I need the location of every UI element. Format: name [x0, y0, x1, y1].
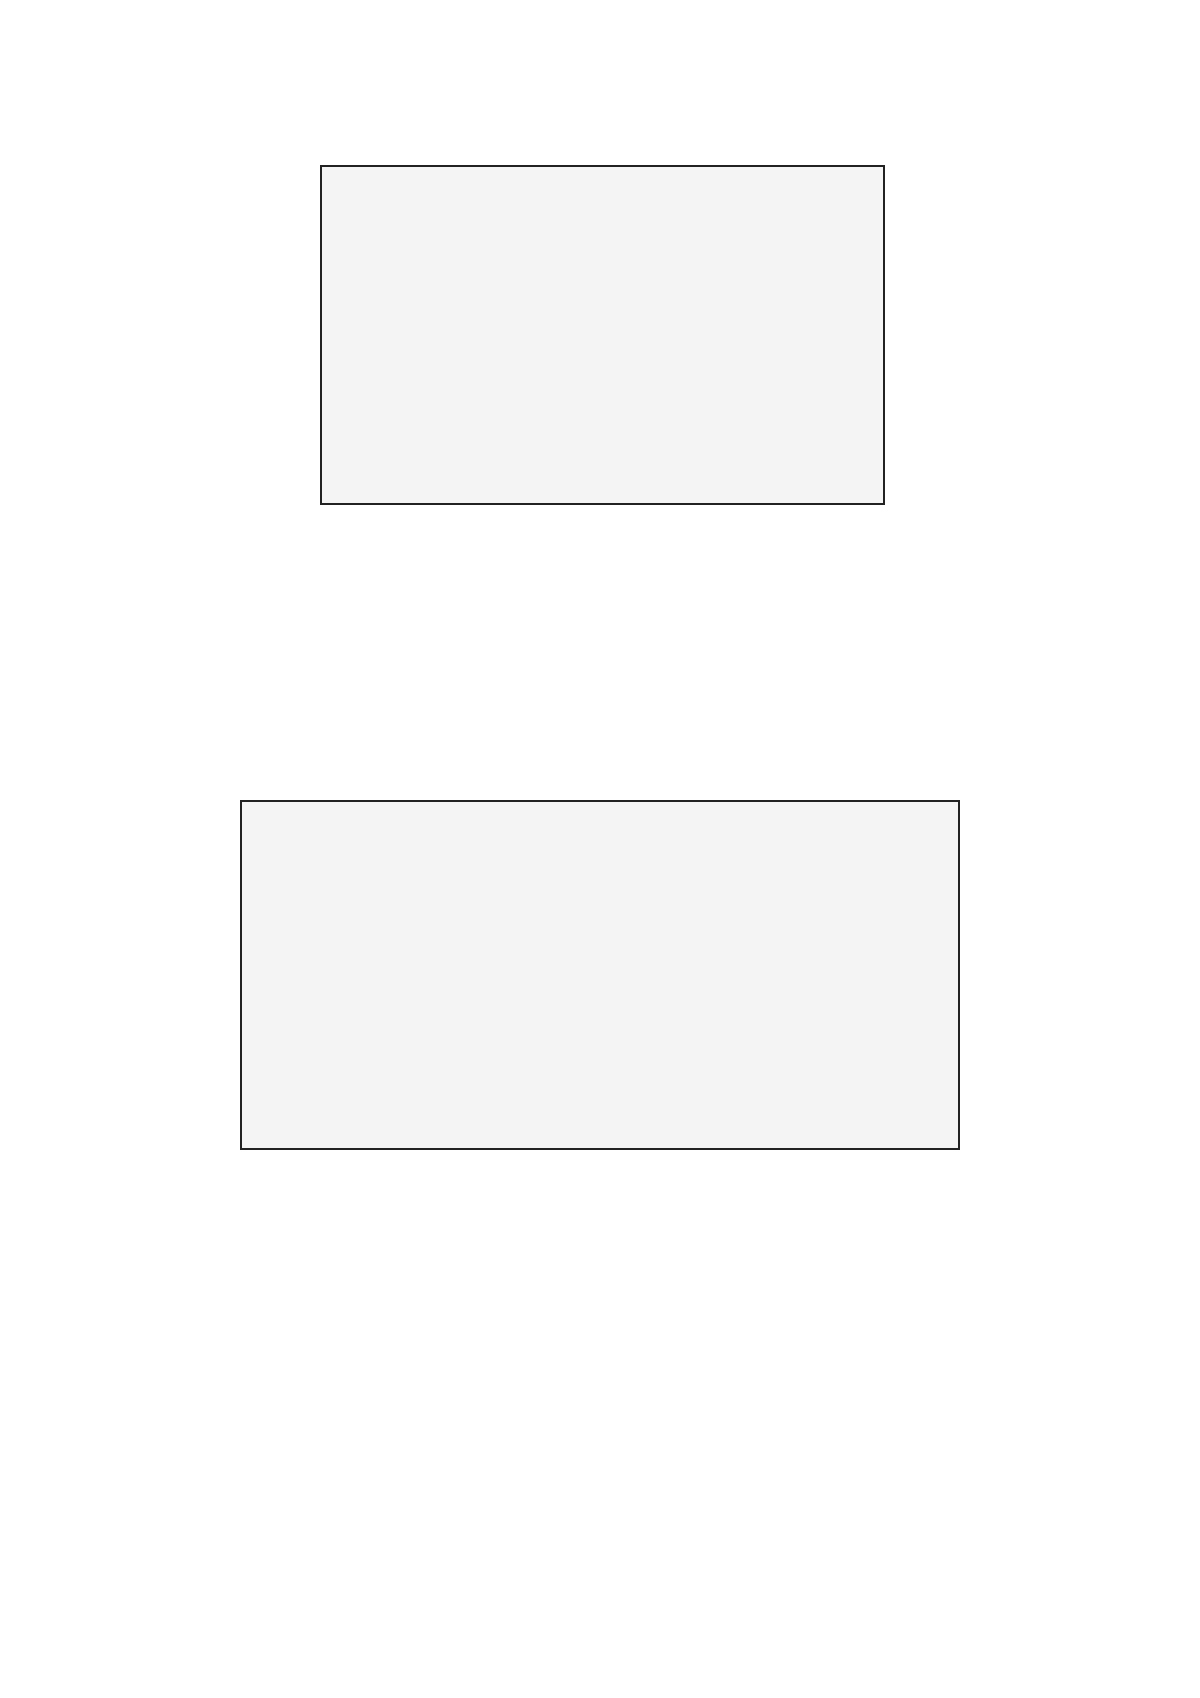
question-3-option-a: [220, 1497, 620, 1529]
question-1-option-a: [220, 1257, 620, 1289]
question-2: [190, 1345, 1050, 1441]
figure-1-caption: [500, 530, 700, 560]
question-2-stem: [190, 1345, 1050, 1377]
question-1-option-c: [220, 1289, 620, 1321]
figure-1-map: [320, 165, 885, 505]
question-2-option-c: [220, 1409, 620, 1441]
question-3: [190, 1465, 1050, 1561]
question-3-options: [190, 1497, 1050, 1561]
figure-2-map-drawing: [242, 802, 958, 1148]
question-3-option-b: [620, 1497, 1020, 1529]
question-3-option-d: [620, 1529, 1020, 1561]
question-3-stem: [190, 1465, 1050, 1497]
figure-1-map-drawing: [322, 167, 883, 503]
question-1-option-d: [620, 1289, 1020, 1321]
question-2-option-a: [220, 1377, 620, 1409]
question-2-option-b: [620, 1377, 1020, 1409]
question-3-option-c: [220, 1529, 620, 1561]
question-1-option-b: [620, 1257, 1020, 1289]
question-1-stem: [190, 1225, 1050, 1257]
question-1-options: [190, 1257, 1050, 1321]
figure-2-caption: [500, 1175, 700, 1205]
question-2-option-d: [620, 1409, 1020, 1441]
question-1: [190, 1225, 1050, 1321]
figure-2-map: [240, 800, 960, 1150]
question-2-options: [190, 1377, 1050, 1441]
